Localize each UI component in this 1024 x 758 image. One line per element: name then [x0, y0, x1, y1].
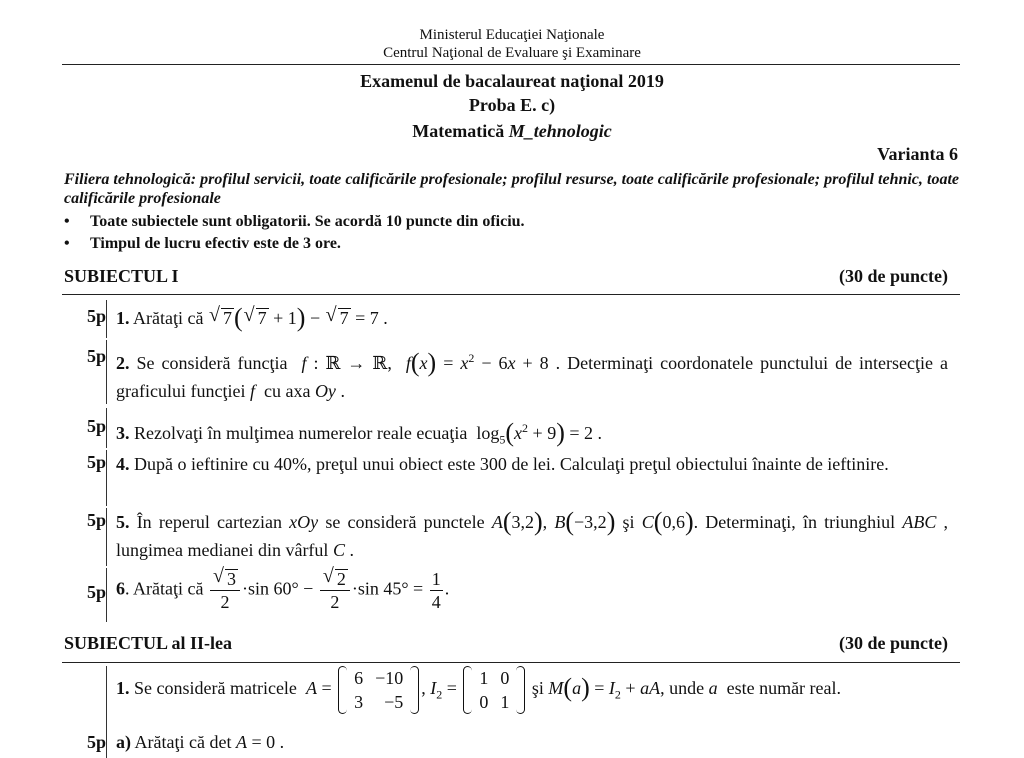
subject2-rule [62, 662, 960, 663]
question-row [62, 508, 960, 566]
question-text: 1. Se consideră matricele A = 6 −10 3 −5 , $I_2$ = 1 0 0 1 şi $M(a) = I_2$ + aA, unde a este număr real. [116, 668, 842, 712]
column-divider [106, 666, 107, 758]
column-divider [106, 340, 107, 404]
instruction-2: • Timpul de lucru efectiv este de 3 ore. [64, 235, 341, 252]
subject1-heading: SUBIECTUL I [64, 266, 179, 286]
question-text: 1. Arătaţi că √ 7(√ 7 + 1) − √ 7 = 7 . [116, 304, 948, 332]
question-row [62, 568, 960, 622]
column-divider [106, 300, 107, 338]
question-row [62, 666, 960, 758]
question-points: 5p [86, 346, 106, 366]
question-text: 5. În reperul cartezian xOy se consideră punctele A(3,2), B(−3,2) şi C(0,6). Determinaţi, în triunghiul ABC , lungimea medianei din vârful C . [116, 507, 949, 560]
column-divider [106, 408, 107, 448]
subject2-points: (30 de puncte) [839, 633, 948, 653]
subject1-points: (30 de puncte) [839, 266, 948, 286]
question-points: 5p [86, 416, 106, 436]
center-header: Centrul Naţional de Evaluare şi Examinare [383, 45, 641, 61]
subject-title: Matematică M_tehnologic [412, 121, 612, 141]
proba-title: Proba E. c) [468, 95, 556, 115]
variant-label: Varianta 6 [877, 144, 958, 164]
instruction-1: • Toate subiectele sunt obligatorii. Se acordă 10 puncte din oficiu. [64, 213, 525, 230]
header-rule [62, 64, 960, 65]
question-text: 3. Rezolvaţi în mulţimea numerelor reale ecuaţia $\log_5(x^2 + 9) = 2$ . [116, 418, 603, 447]
question-row [62, 340, 960, 404]
column-divider [106, 450, 107, 506]
question-text: 2. Se consideră funcţia f : ℝ → ℝ, $f(x) = x^2 - 6x + 8$ . Determinaţi coordonatele punctului de intersecţie a graficului funcţiei f cu axa Oy . [116, 348, 949, 401]
column-divider [106, 508, 107, 566]
question-points: 5p [86, 732, 106, 752]
question-points: 5p [86, 510, 106, 530]
question-points: 5p [86, 306, 106, 326]
ministry-header: Ministerul Educaţiei Naţionale [419, 27, 605, 43]
question-subpart: a) Arătaţi că det A = 0 . [116, 732, 285, 752]
column-divider [106, 568, 107, 622]
filiera-text: Filiera tehnologică: profilul servicii, toate calificările profesionale; profilul resurse, toate calificările profesionale; profilul tehnic, toate calificările profesionale [64, 171, 959, 207]
subject2-heading: SUBIECTUL al II-lea [64, 633, 233, 653]
subject1-rule [62, 294, 960, 295]
question-text: 6. Arătaţi că √ $\frac{3}{2}$ ·sin 60° − √ $\frac{2}{2}$ ·sin 45° = $\frac{1}{4}$ . [116, 568, 948, 613]
question-points: 5p [86, 582, 106, 602]
question-points: 5p [86, 452, 106, 472]
question-row [62, 300, 960, 338]
question-row [62, 450, 960, 506]
question-text: 4. După o ieftinire cu 40%, preţul unui obiect este 300 de lei. Calculaţi preţul obiectului înainte de ieftinire. [116, 454, 889, 474]
exam-title: Examenul de bacalaureat naţional 2019 [360, 71, 664, 91]
question-row [62, 408, 960, 448]
